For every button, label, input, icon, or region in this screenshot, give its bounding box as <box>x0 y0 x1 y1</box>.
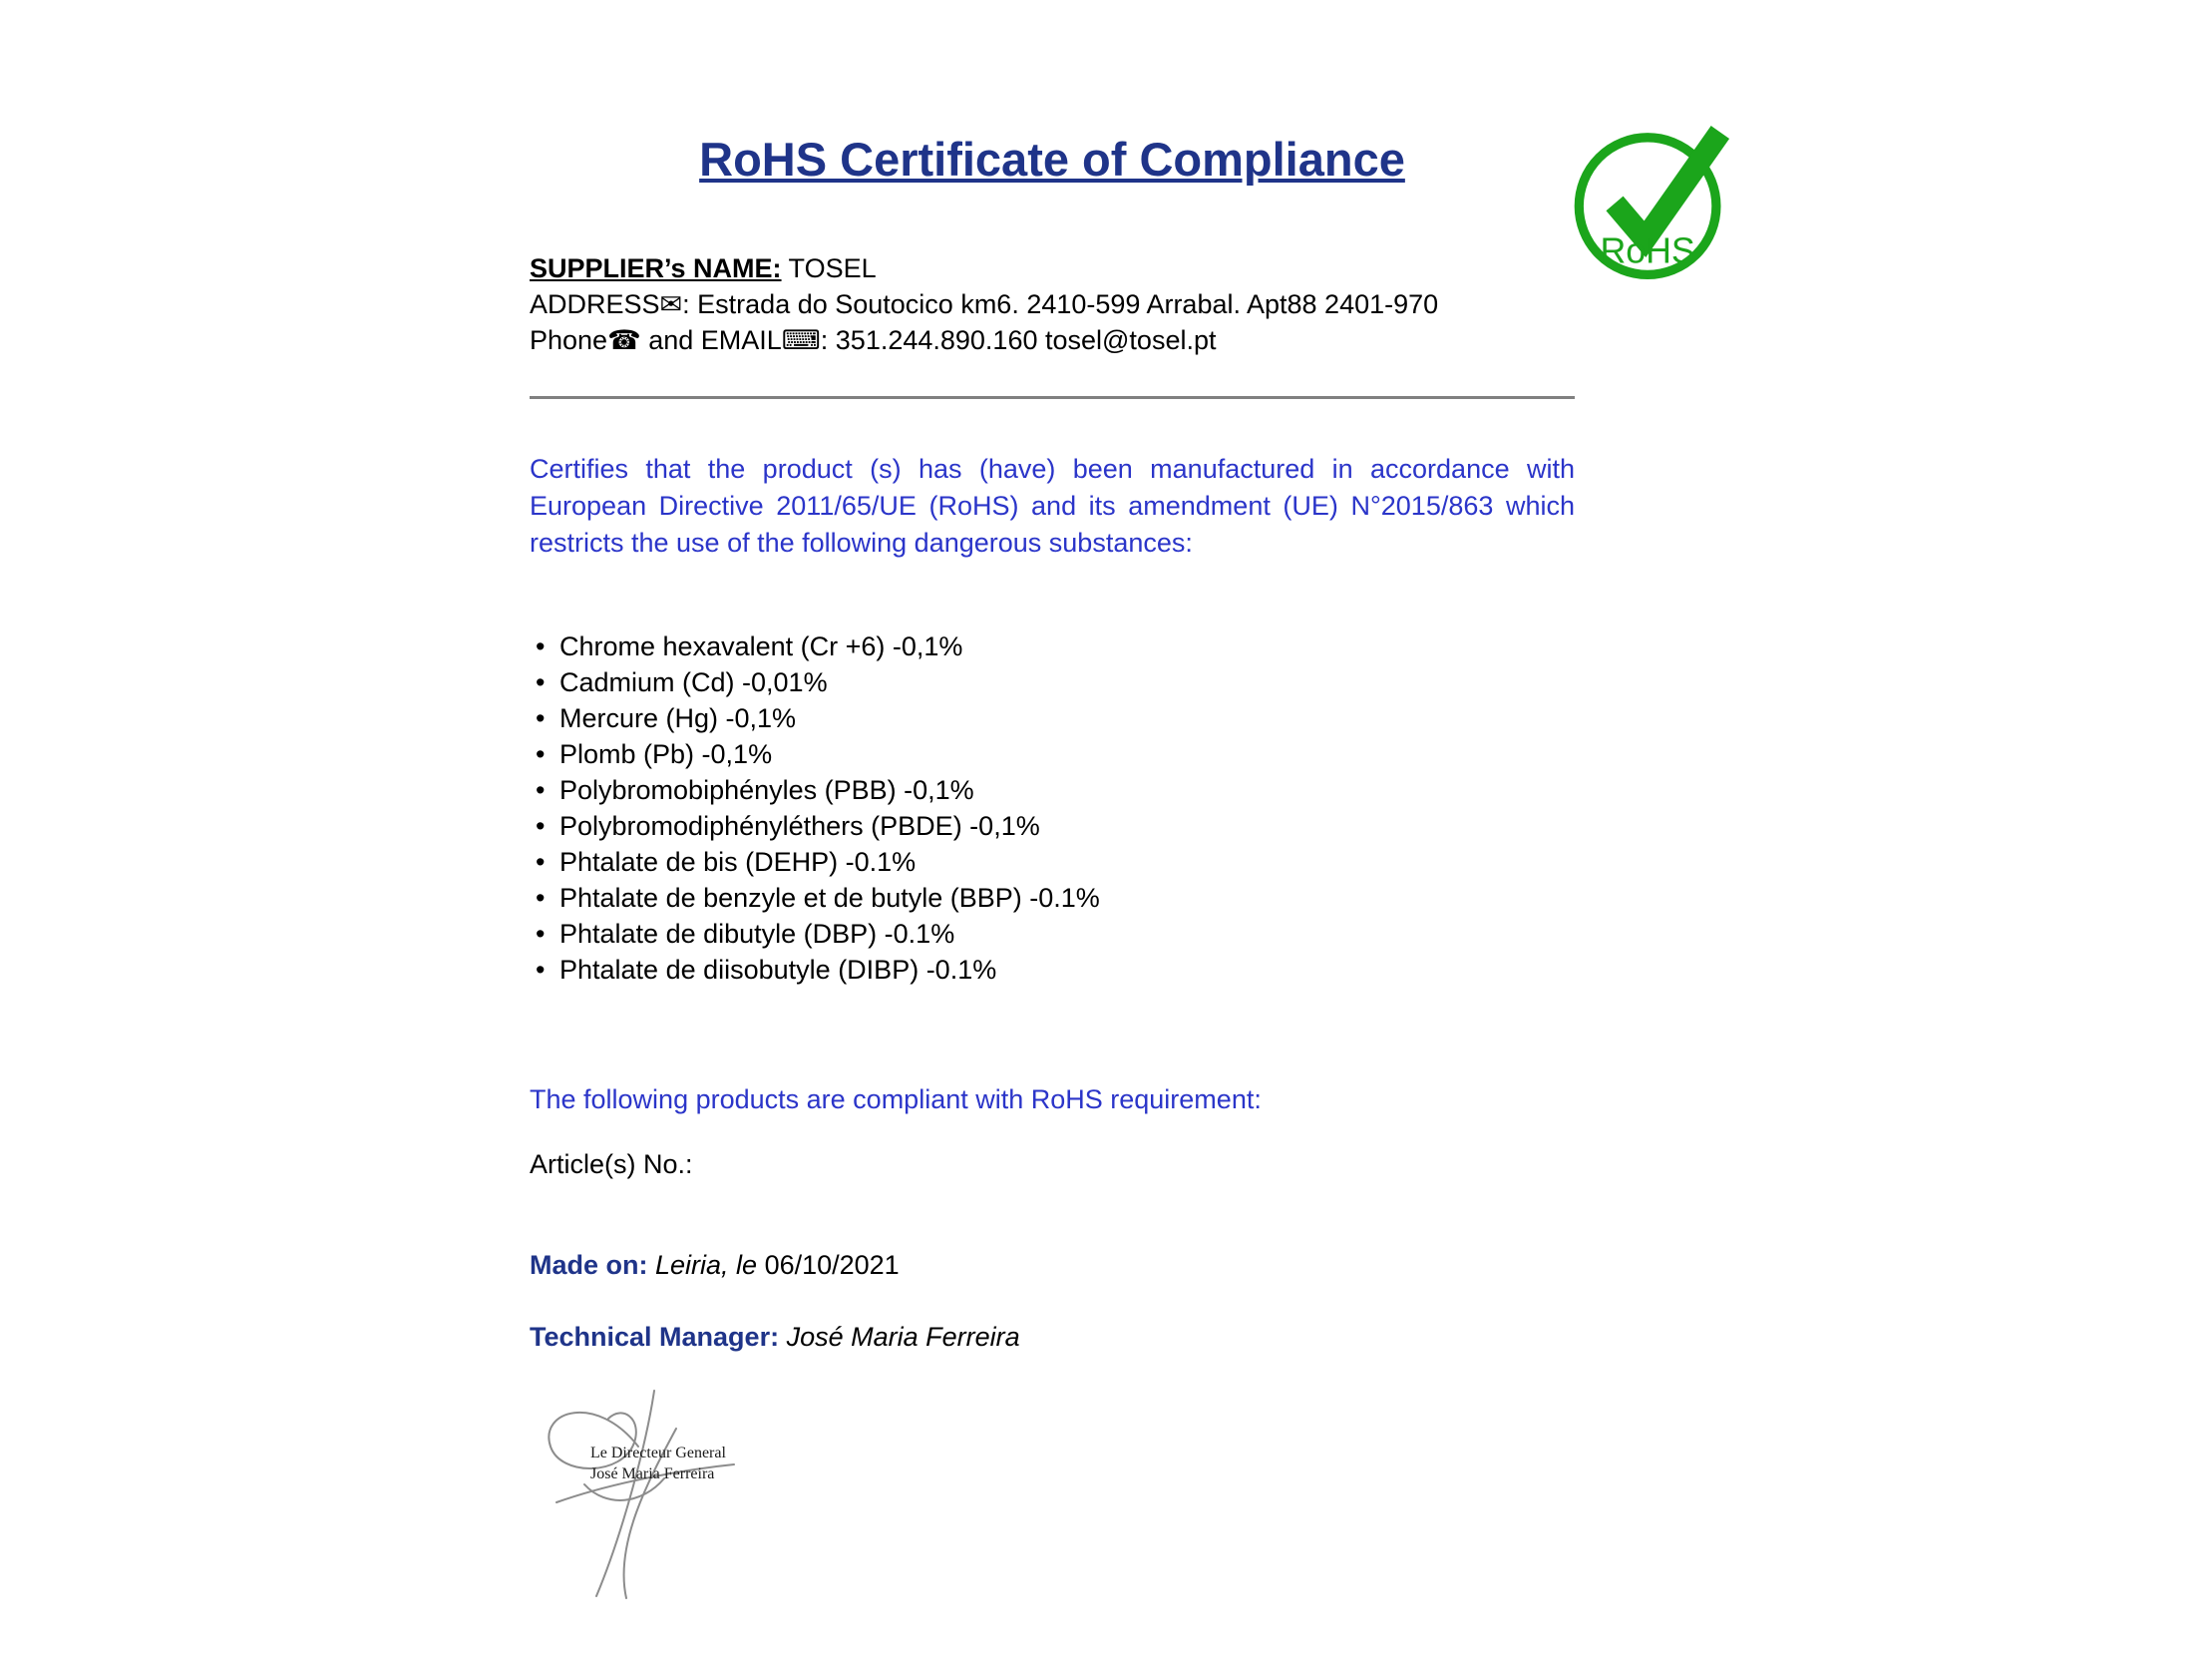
technical-manager-name: José Maria Ferreira <box>779 1322 1020 1352</box>
substance-item: • Phtalate de dibutyle (DBP) -0.1% <box>536 916 1100 952</box>
substance-item: • Phtalate de benzyle et de butyle (BBP) -0.1% <box>536 880 1100 916</box>
page-title <box>530 132 1575 187</box>
substance-item: • Chrome hexavalent (Cr +6) -0,1% <box>536 628 1100 664</box>
address-label: ADDRESS <box>530 289 660 319</box>
signature-caption-line1: Le Directeur General <box>590 1445 726 1461</box>
substance-item: • Polybromodiphényléthers (PBDE) -0,1% <box>536 808 1100 844</box>
phone-label: Phone <box>530 325 608 355</box>
substance-item: • Polybromobiphényles (PBB) -0,1% <box>536 772 1100 808</box>
email-label: and EMAIL <box>640 325 782 355</box>
substances-list <box>536 628 1100 988</box>
substance-item: • Mercure (Hg) -0,1% <box>536 700 1100 736</box>
phone-icon: ☎ <box>607 325 641 355</box>
substance-item: • Phtalate de diisobutyle (DIBP) -0.1% <box>536 952 1100 988</box>
rohs-checkmark-icon <box>1574 112 1745 287</box>
technical-manager-label: Technical Manager: <box>530 1322 780 1352</box>
contact-value: : 351.244.890.160 tosel@tosel.pt <box>820 325 1217 355</box>
supplier-address-line <box>530 286 1438 322</box>
technical-manager-line <box>530 1322 1020 1353</box>
computer-icon: ⌨ <box>781 325 821 355</box>
rohs-logo <box>1574 112 1745 287</box>
envelope-icon: ✉ <box>659 289 683 319</box>
signature-caption <box>590 1443 726 1484</box>
article-number-label: Article(s) No.: <box>530 1149 693 1179</box>
signature-caption-line2: José Maria Ferreira <box>590 1465 715 1482</box>
made-on-date: 06/10/2021 <box>757 1250 900 1280</box>
substance-item: • Plomb (Pb) -0,1% <box>536 736 1100 772</box>
supplier-name-line <box>530 250 1438 286</box>
page-title-text: RoHS Certificate of Compliance <box>699 133 1405 186</box>
substance-item: • Phtalate de bis (DEHP) -0.1% <box>536 844 1100 880</box>
supplier-name-value: TOSEL <box>781 253 877 283</box>
made-on-place: Leiria, le <box>647 1250 758 1280</box>
compliance-statement: The following products are compliant with RoHS requirement: <box>530 1084 1262 1114</box>
supplier-contact-line <box>530 322 1438 358</box>
supplier-info-block <box>530 250 1438 358</box>
signature-scribble <box>527 1385 776 1614</box>
made-on-label: Made on: <box>530 1250 648 1280</box>
signature-block <box>527 1385 786 1624</box>
rohs-logo-label: RoHS <box>1600 230 1695 271</box>
substance-item: • Cadmium (Cd) -0,01% <box>536 664 1100 700</box>
address-value: : Estrada do Soutocico km6. 2410-599 Arrabal. Apt88 2401-970 <box>682 289 1439 319</box>
certification-statement: Certifies that the product (s) has (have) been manufactured in accordance with European Directive 2011/65/UE (RoHS) and its amendment (UE) N°2015/863 which restricts the use of the following dangerous substances: <box>530 454 1575 558</box>
made-on-line <box>530 1250 900 1281</box>
section-divider <box>530 396 1575 399</box>
supplier-name-label: SUPPLIER’s NAME: <box>530 253 782 283</box>
